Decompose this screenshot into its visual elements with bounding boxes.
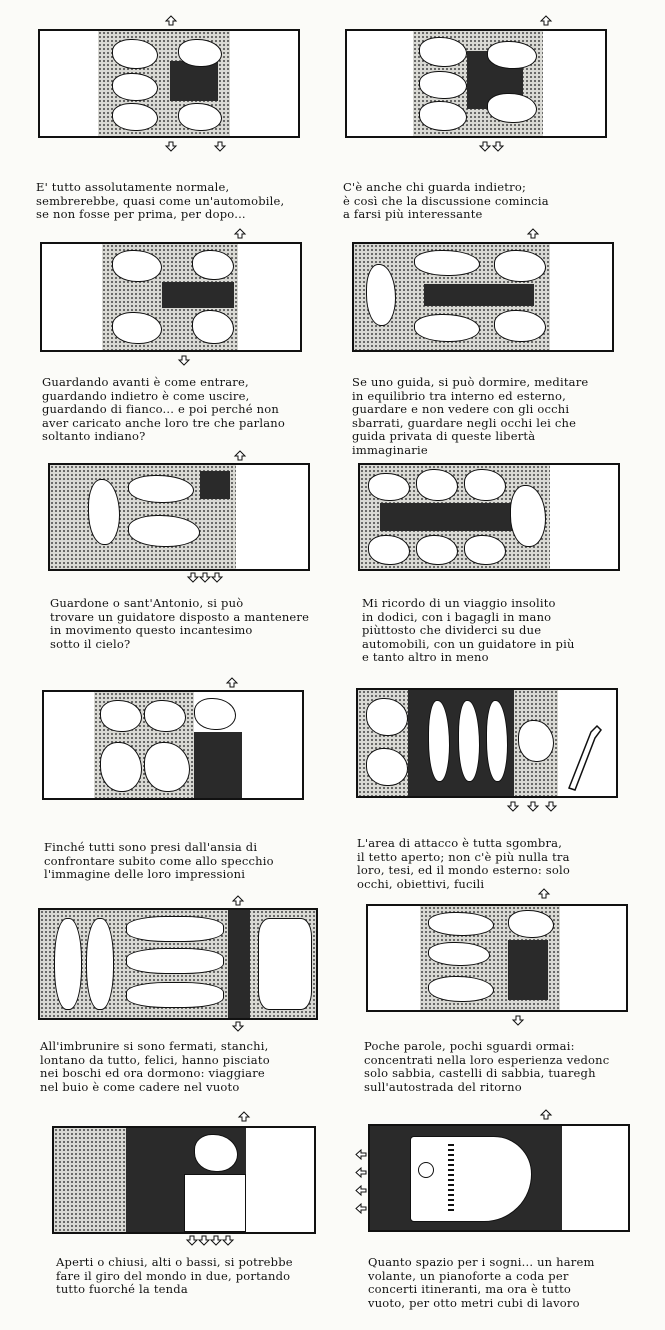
arrow-down-icon [166, 142, 176, 151]
caption-10: Poche parole, pochi sguardi ormai: concentrati nella loro esperienza vedonc solo sabbia, castelli di sabbia, tuaregh sull'autostrada del ritorno [364, 1039, 610, 1094]
arrow-down-icon [508, 802, 518, 811]
caption-9: All'imbrunire si sono fermati, stanchi, lontano da tutto, felici, hanno pisciato nei boschi ed ora dormono: viaggiare nel buio è come cadere nel vuoto [40, 1039, 270, 1094]
arrow-left-icon [356, 1186, 366, 1195]
arrow-down-icon [546, 802, 556, 811]
arrow-down-icon [233, 1022, 243, 1031]
arrow-down-icon [480, 142, 490, 151]
arrow-left-icon [356, 1168, 366, 1177]
caption-2: C'è anche chi guarda indietro; è così che la discussione comincia a farsi più interessante [343, 180, 549, 221]
arrow-up-icon [239, 1112, 249, 1121]
arrow-down-icon [211, 1236, 221, 1245]
caption-7: Finché tutti sono presi dall'ansia di confrontare subito come allo specchio l'immagine delle loro impressioni [44, 840, 274, 881]
arrow-up-icon [541, 1110, 551, 1119]
arrow-down-icon [528, 802, 538, 811]
arrow-down-icon [187, 1236, 197, 1245]
caption-6: Mi ricordo di un viaggio insolito in dodici, con i bagagli in mano piùttosto che dividerci su due automobili, con un guidatore in più e tanto altro in meno [362, 596, 575, 664]
caption-4: Se uno guida, si può dormire, meditare in equilibrio tra interno ed esterno, guardare e non vedere con gli occhi sbarrati, guardare negli occhi lei che guida privata di queste libertà immaginarie [352, 375, 589, 457]
caption-8: L'area di attacco è tutta sgombra, il tetto aperto; non c'è più nulla tra loro, tesi, ed il mondo esterno: solo occhi, obiettivi, fucili [357, 836, 570, 891]
caption-11: Aperti o chiusi, alti o bassi, si potrebbe fare il giro del mondo in due, portando tutto fuorché la tenda [56, 1255, 293, 1296]
arrow-up-icon [541, 16, 551, 25]
arrow-left-icon [356, 1150, 366, 1159]
arrow-down-icon [200, 573, 210, 582]
arrow-up-icon [227, 678, 237, 687]
caption-3: Guardando avanti è come entrare, guardando indietro è come uscire, guardando di fianco... e poi perché non aver caricato anche loro tre che parlano soltanto indiano? [42, 375, 285, 443]
arrow-up-icon [166, 16, 176, 25]
arrow-down-icon [199, 1236, 209, 1245]
rifle-icon [565, 722, 605, 792]
arrow-down-icon [513, 1016, 523, 1025]
arrow-up-icon [235, 451, 245, 460]
arrow-down-icon [493, 142, 503, 151]
arrow-down-icon [223, 1236, 233, 1245]
arrow-down-icon [212, 573, 222, 582]
arrow-down-icon [179, 356, 189, 365]
arrow-left-icon [356, 1204, 366, 1213]
arrow-down-icon [215, 142, 225, 151]
arrow-up-icon [235, 229, 245, 238]
arrow-up-icon [539, 889, 549, 898]
caption-5: Guardone o sant'Antonio, si può trovare un guidatore disposto a mantenere in movimento questo incantesimo sotto il cielo? [50, 596, 310, 651]
arrow-down-icon [188, 573, 198, 582]
caption-1: E' tutto assolutamente normale, sembrerebbe, quasi come un'automobile, se non fosse per prima, per dopo... [36, 180, 285, 221]
arrow-up-icon [233, 896, 243, 905]
arrow-up-icon [528, 229, 538, 238]
caption-12: Quanto spazio per i sogni... un harem volante, un pianoforte a coda per concerti itineranti, ma ora è tutto vuoto, per otto metri cubi di lavoro [368, 1255, 595, 1310]
